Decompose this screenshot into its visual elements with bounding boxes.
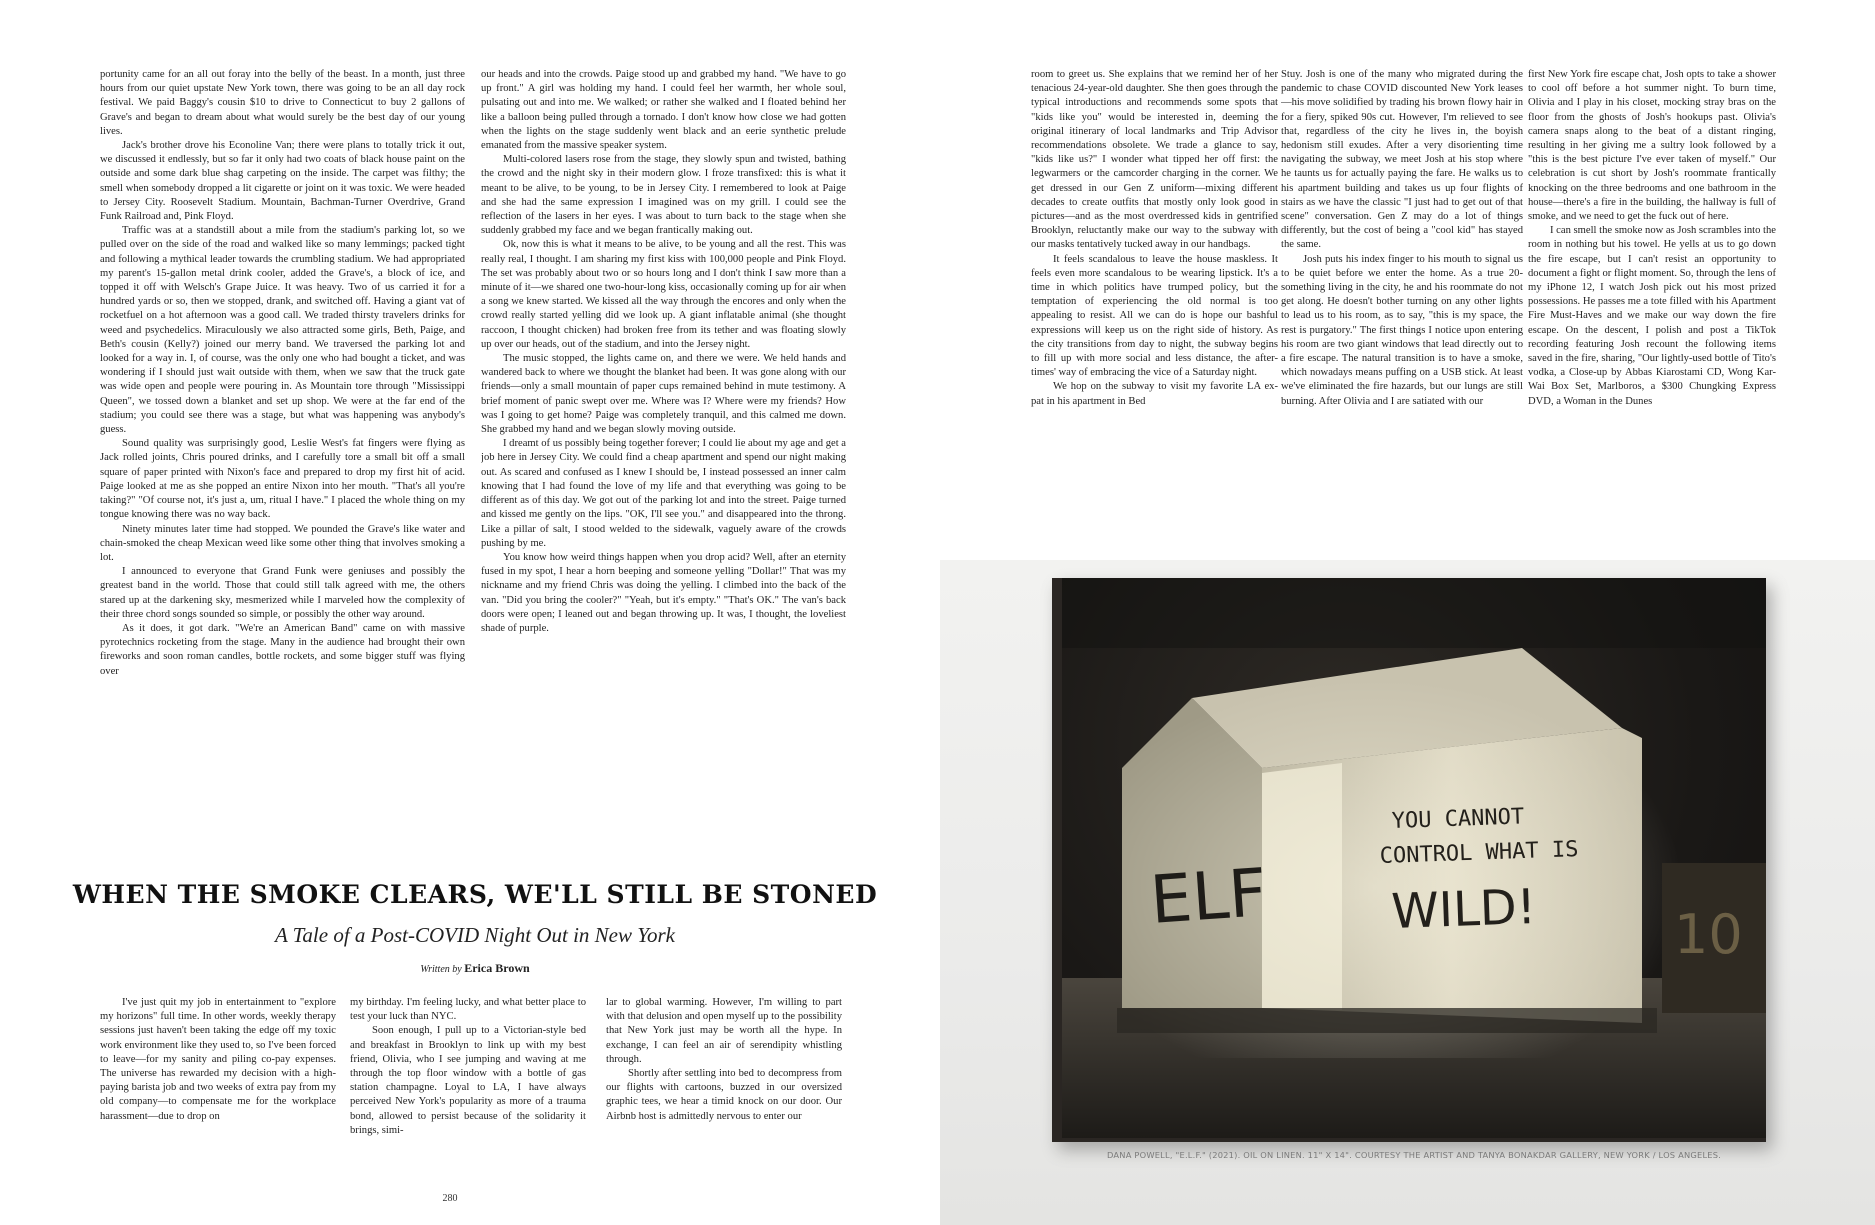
graffiti-line-2: CONTROL WHAT IS xyxy=(1379,837,1579,869)
paragraph: Shortly after settling into bed to decompress from our flights with cartoons, buzzed in our oversized graphic tees, we hear a timid knock on our door. Our Airbnb host is admittedly nervous to enter our xyxy=(606,1068,842,1122)
graffiti-line-3: WILD! xyxy=(1390,878,1537,940)
right-page-column-1 xyxy=(1031,68,1278,548)
paragraph: our heads and into the crowds. Paige stood up and grabbed my hand. "We have to go up front." A girl was holding my hand. I could feel her warmth, her whole soul, pulsating out and into me. We walked; or rather she walked and I floated behind her like a balloon being pulled through a tornado. I don't know how close we had gotten when the lights on the stage suddenly went black and an eerie synthetic prelude emanated from the massive speaker system. xyxy=(481,69,846,152)
byline xyxy=(60,961,890,976)
author-name: Erica Brown xyxy=(464,961,530,975)
photo-caption: DANA POWELL, "E.L.F." (2021). OIL ON LINEN. 11" X 14". COURTESY THE ARTIST AND TANYA BONAKDAR GALLERY, NEW YORK / LOS ANGELES. xyxy=(1106,1150,1722,1160)
right-page-column-2 xyxy=(1281,68,1523,548)
paragraph: Stuy. Josh is one of the many who migrated during the pandemic to chase COVID discounted New York leases—his move solidified by trading his brown flowy hair in for a fiery, spiked 90s cut. However, I'm relieved to see that, regardless of the city he lives in, the boyish hedonism still exudes. After a very disorienting time navigating the subway, we meet Josh at his stop where he taunts us for actually paying the fare. He walks us to his apartment building and takes us up four flights of stairs as we have the classic "I just had to get out of that scene" conversation. Gen Z may do a lot of things differently, but the cost of being a "cool kid" has stayed the same. xyxy=(1281,69,1523,251)
left-page-column-2 xyxy=(481,68,846,853)
paragraph: first New York fire escape chat, Josh opts to take a shower to cool off before a hot summer night. To burn time, Olivia and I play in his closet, mocking stray bras on the floor from the ghosts of Josh's hookups past. Olivia's camera snaps along to the beat of a distant ringing, resulting in her giving me a sultry look followed by a "this is the best picture I've ever taken of myself." Our celebration is cut short by Josh's roommate frantically knocking on the three bedrooms and one bathroom in the house—there's a fire in the building, the hallway is full of smoke, and we need to get the fuck out of here. xyxy=(1528,69,1776,223)
paragraph: We hop on the subway to visit my favorite LA ex-pat in his apartment in Bed xyxy=(1031,381,1278,407)
paragraph: As it does, it got dark. "We're an American Band" came on with massive pyrotechnics rocketing from the stage. Many in the audience had brought their own fireworks and soon roman candles, bottle rockets, and some bigger stuff was flying over xyxy=(100,622,465,677)
paragraph: Ninety minutes later time had stopped. We pounded the Grave's like water and chain-smoked the cheap Mexican weed like some other thing that involves smoking a lot. xyxy=(100,523,465,563)
right-page-column-3 xyxy=(1528,68,1776,548)
paragraph: lar to global warming. However, I'm willing to part with that delusion and open myself up to the possibility that New York just may be worth all the hype. In exchange, I can feel an air of serendipity whistling through. xyxy=(606,997,842,1065)
paragraph: I announced to everyone that Grand Funk were geniuses and possibly the greatest band in the world. Those that could still talk agreed with me, the others stared up at the darkening sky, mesmerized while I marveled how the complexity of their three chord songs sounded so simple, or possibly the other way around. xyxy=(100,566,465,620)
paragraph: Sound quality was surprisingly good, Leslie West's fat fingers were flying as Jack rolled joints, Chris poured drinks, and I carefully tore a small bit off a small square of paper printed with Nixon's face and prepared to drop my first hit of acid. Paige looked at me as she popped an entire Nixon into her mouth. "That's all you're taking?" "Of course not, it's just a, um, ritual I have." I placed the whole thing on my tongue knowing there was no way back. xyxy=(100,438,465,521)
distant-building-mark: 10 xyxy=(1674,903,1743,966)
article-subtitle: A Tale of a Post-COVID Night Out in New York xyxy=(274,923,675,947)
left-page-column-1 xyxy=(100,68,465,853)
paragraph: Soon enough, I pull up to a Victorian-style bed and breakfast in Brooklyn to link up with my best friend, Olivia, who I see jumping and waving at me through the top floor window with a bottle of gas station champagne. Loyal to LA, I have always perceived New York's popularity as more of a trauma bond, allowed to persist because of the solidarity it brings, simi- xyxy=(350,1025,586,1136)
painting-image xyxy=(1062,578,1766,1138)
paragraph: You know how weird things happen when you drop acid? Well, after an eternity fused in my spot, I hear a horn beeping and someone yelling "Dollar!" That was my nickname and my friend Chris was doing the yelling. I climbed into the back of the van. "Did you bring the cooler?" "Yeah, but it's empty." "That's OK." The van's back doors were open; I leaned out and began throwing up. It was, I thought, the loveliest shade of purple. xyxy=(481,551,846,634)
article-column-3 xyxy=(606,996,842,1181)
paragraph: Multi-colored lasers rose from the stage, they slowly spun and twisted, bathing the crowd and the night sky in their modern glow. I froze transfixed: this is what it meant to be alive, to be young, to be in Jersey City. I remembered to look at Paige and she had the same expression I imagined was on my grill. I could see the reflection of the lasers in her eyes. I was about to turn back to the stage when she suddenly grabbed my face and we began frantically making out. xyxy=(481,154,846,237)
barn-shadow xyxy=(1117,1008,1657,1033)
article-title: WHEN THE SMOKE CLEARS, WE'LL STILL BE STONED xyxy=(72,880,878,909)
paragraph: Jack's brother drove his Econoline Van; there were plans to totally trick it out, we discussed it endlessly, but so far it only had two coats of black house paint on the outside and some dark blue shag carpeting on the inside. The carpet was filthy; the smell when somebody dropped a lit cigarette or joint on it was toxic. We were headed to Jersey City. Roosevelt Stadium. Mountain, Bachman-Turner Overdrive, Grand Funk Railroad and, Pink Floyd. xyxy=(100,140,465,223)
paragraph: room to greet us. She explains that we remind her of her tenacious 24-year-old daughter. She then goes through the typical introductions and recommends some spots that "kids like you" would be interested in, deeming the original itinerary of local landmarks and Trip Advisor recommendations obsolete. We trade a glance to say, "kids like us?" I wonder what tipped her off first: the legwarmers or the camcorder charging in the corner. We get dressed in our Gen Z uniform—mixing different decades to create outfits that mostly only look good in pictures—and as the most overdressed kids in gentrified Brooklyn, reluctantly make our way to the subway with our masks tentatively tucked away in our handbags. xyxy=(1031,69,1278,251)
page-number: 280 xyxy=(442,1193,458,1204)
graffiti-elf: ELF xyxy=(1147,854,1270,939)
sky-darkness xyxy=(1062,578,1766,648)
paragraph: Traffic was at a standstill about a mile from the stadium's parking lot, so we pulled over on the side of the road and walked like so many lemmings; packed tight and following a mythical leader towards the crumbling stadium. We had appropriated my parent's 15-gallon metal drink cooler, added the Grave's, a block of ice, and topped it off with Welsch's Grape Juice. It was heavy. Two of us carried it for a hundred yards or so, then we stopped, drank, and switched off. Having a giant vat of rocketfuel on a hot afternoon was a good call. We traded thirsty travelers drinks for weed and psychedelics. Miraculously we also attracted some girls, Beth, Paige, and Beth's cousin (Kelly?) joined our merry band. We traversed the parking lot and looked for a way in. I, of course, was the only one who had bought a ticket, and was wondering if I should just wait outside with them, when we saw that the truck gate was wide open and people were pouring in. As Mountain tore through "Mississippi Queen", we tossed down a blanket and set up shop. We were at the far end of the stadium; you could see there was a stage, but what was happening was anybody's guess. xyxy=(100,225,465,436)
byline-prefix: Written by xyxy=(420,964,462,975)
paragraph: It feels scandalous to leave the house maskless. It feels even more scandalous to be wearing lipstick. It's a time in which politics have trumped policy, but the temptation of experiencing the old normal is too appealing to resist. All we can do is hope our bashful expressions will keep us on the right side of history. As the city transitions from day to night, the subway begins to fill up with more social and less distance, the after-times' way of embracing the vice of a Saturday night. xyxy=(1031,253,1278,379)
paragraph: I dreamt of us possibly being together forever; I could lie about my age and get a job here in Jersey City. We could find a cheap apartment and spend our night making out. As scared and confused as I knew I should be, I instead possessed an inner calm knowing that I had found the love of my life and that everything was going to be different as of this day. We got out of the parking lot and into the street. Paige turned and kissed me gently on the lips. "OK, I'll see you." and disappeared into the throng. Like a pillar of salt, I stood welded to the sidewalk, vaguely aware of the crowds pushing by me. xyxy=(481,438,846,549)
barn-painting-svg xyxy=(1062,578,1766,1138)
article-column-2 xyxy=(350,996,586,1181)
graffiti-line-1: YOU CANNOT xyxy=(1391,804,1525,834)
paragraph: my birthday. I'm feeling lucky, and what better place to test your luck than NYC. xyxy=(350,997,586,1023)
article-column-1 xyxy=(100,996,336,1181)
paragraph: I've just quit my job in entertainment to "explore my horizons" full time. In other words, weekly therapy sessions just haven't been taking the edge off my toxic work environment like they used to, so I've been forced to leave—for my sanity and piling co-pay expenses. The universe has rewarded my decision with a high-paying barista job and two weeks of extra pay from my old company—to compensate me for the workplace harassment—due to drop on xyxy=(100,997,336,1122)
paragraph: Ok, now this is what it means to be alive, to be young and all the rest. This was really real, I thought. I am sharing my first kiss with 100,000 people and Pink Floyd. The set was probably about two or so hours long and I don't think I saw more than a minute of it—we shared one two-hour-long kiss, occasionally coming up for air when a song we knew started. We kissed all the way through the encores and only when the crowd really started yelling did we look up. A giant inflatable animal (she thought raccoon, I thought chicken) had broken free from its tether and was floating slowly up over our heads, out of the stadium, and into the Jersey night. xyxy=(481,239,846,350)
paragraph: portunity came for an all out foray into the belly of the beast. In a month, just three hours from our quiet upstate New York town, there was going to be an all day rock festival. We paid Baggy's cousin $10 to drive to Connecticut to buy 2 gallons of Grave's and began to dream about what would surely be the best day of our young lives. xyxy=(100,69,465,137)
paragraph: I can smell the smoke now as Josh scrambles into the room in nothing but his towel. He yells at us to go down the fire escape, but I can't resist an opportunity to document a fight or flight moment. So, through the lens of my iPhone 12, I watch Josh pick out his most prized possessions. He passes me a tote filled with his Apartment Fire Must-Haves and we make our way down the fire escape. On the descent, I polish and post a TikTok recording featuring Josh recount the following items saved in the fire, sharing, "Our lightly-used bottle of Tito's vodka, a Close-up by Abbas Kiarostami CD, Wong Kar-Wai Box Set, Marlboros, a $300 Chungking Express DVD, a Woman in the Dunes xyxy=(1528,225,1776,407)
paragraph: The music stopped, the lights came on, and there we were. We held hands and wandered back to where we thought the blanket had been. It was gone along with our friends—only a small mountain of paper cups remained behind in mute testimony. A brief moment of panic swept over me. Where was I? Where were my friends? How was I going to get home? Paige was completely tranquil, and this calmed me down. She grabbed my hand and we began slowly moving outside. xyxy=(481,353,846,436)
paragraph: Josh puts his index finger to his mouth to signal us to be quiet before we enter the home. As a true 20-something living in the city, he and his roommate do not get along. He doesn't bother turning on any other lights to lead us to his room, as to say, "this is my space, the rest is purgatory." The first things I notice upon entering his room are two giant windows that lead directly out to a fire escape. The natural transition is to have a smoke, which nowadays means puffing on a USB stick. At least we've eliminated the fire hazards, but our lungs are still burning. After Olivia and I are satiated with our xyxy=(1281,253,1523,407)
